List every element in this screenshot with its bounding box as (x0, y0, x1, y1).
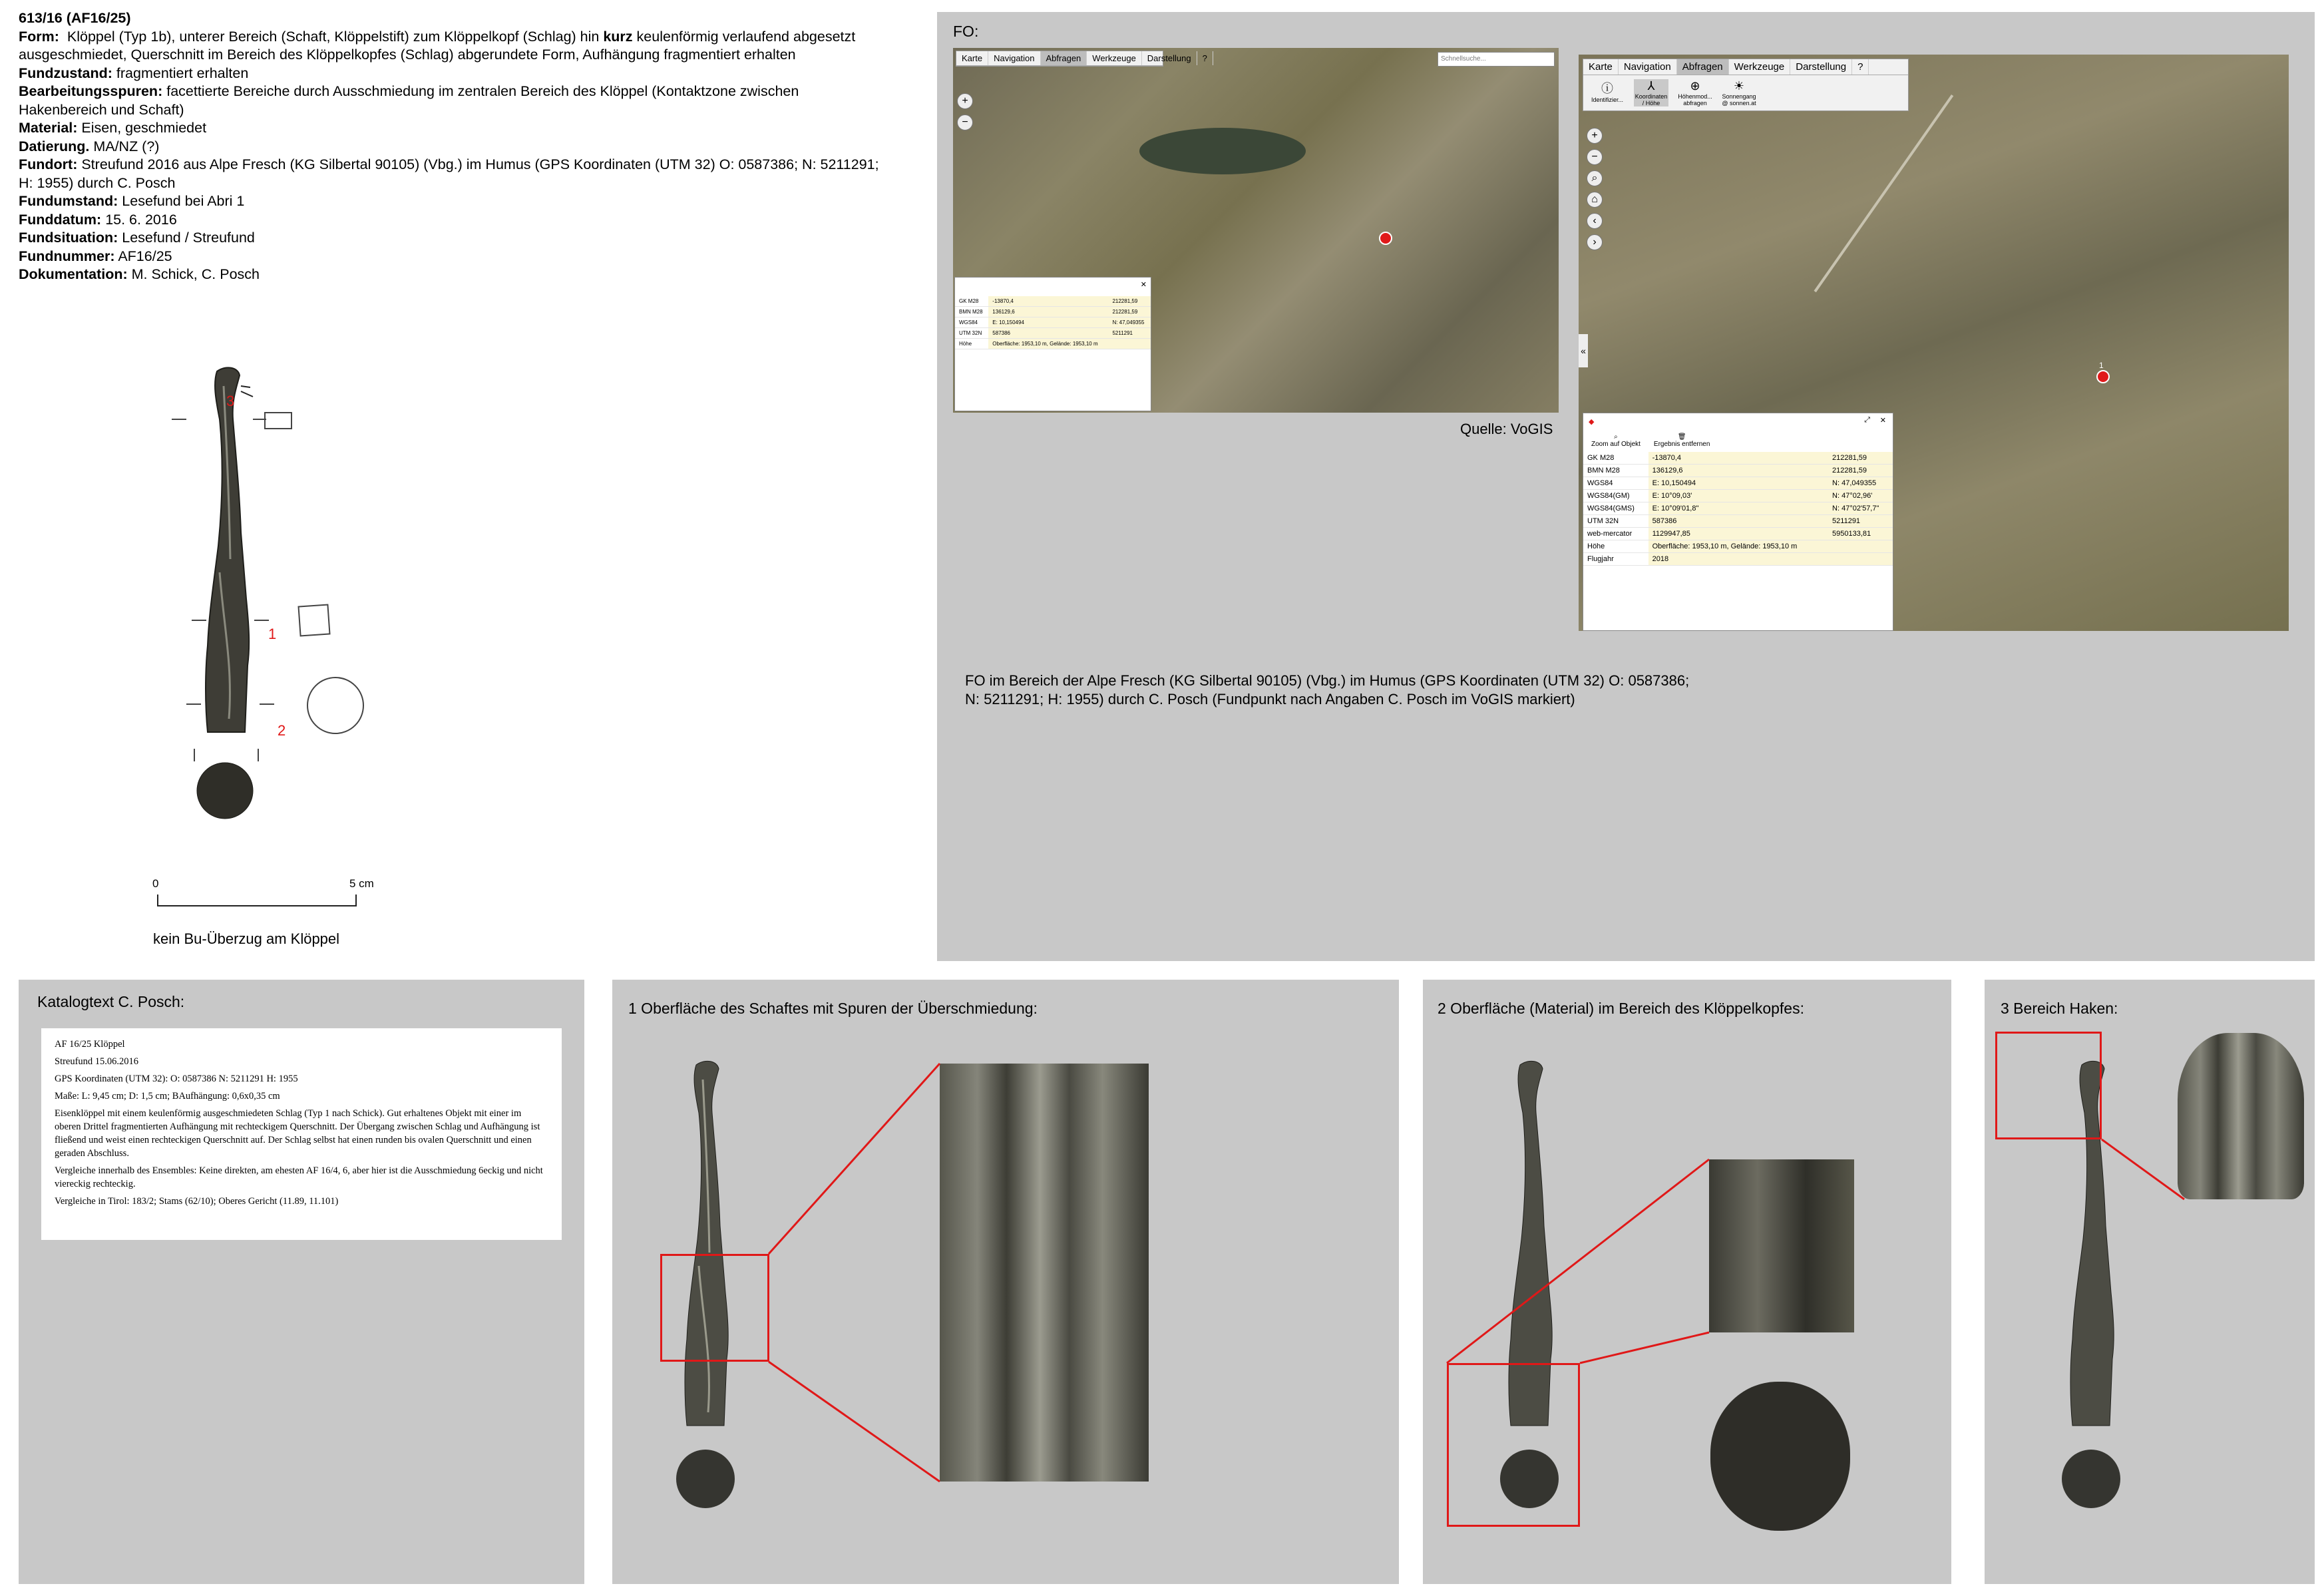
table-row: Flugjahr 2018 (1583, 553, 1893, 566)
tab-navigation-small[interactable]: Navigation (988, 51, 1040, 65)
zoom-out-icon[interactable]: − (1587, 149, 1603, 165)
section-rect-2 (299, 605, 330, 636)
fundumstand-row: Fundumstand: Lesefund bei Abri 1 (19, 193, 245, 209)
find-description (19, 9, 884, 284)
catalog-line-6: Vergleiche innerhalb des Ensembles: Keine direkten, am ehesten AF 16/4, 6, aber hier ist die Ausschmiedung 6eckig und nicht viereckig rechteckig. (55, 1165, 543, 1189)
fundnummer-row: Fundnummer: AF16/25 (19, 248, 172, 264)
zoom-out-icon[interactable]: − (957, 114, 973, 130)
detail-title-2: 2 Oberfläche (Material) im Bereich des Klöppelkopfes: (1438, 1000, 1804, 1017)
fo-caption-line-2: N: 5211291; H: 1955) durch C. Posch (Fundpunkt nach Angaben C. Posch im VoGIS markiert) (965, 691, 1575, 707)
fundzustand-row: Fundzustand: fragmentiert erhalten (19, 65, 249, 81)
detail-panel-2 (1423, 980, 1951, 1584)
connector-lines-1 (612, 980, 1399, 1584)
drawing-marker-3: 3 (226, 393, 235, 409)
section-circle (307, 678, 363, 733)
catalog-line-1: AF 16/25 Klöppel (55, 1039, 125, 1050)
map-path (1814, 95, 1954, 292)
catalog-line-5: Eisenklöppel mit einem keulenförmig ausgeschmiedeten Schlag (Typ 1 nach Schick). Gut erhaltenes Objekt mit einer im oberen Drittel fragmentierten Aufhängung mit rechteckigem Querschnitt. Der Übergang zwischen Schlag und Aufhängung ist fließend und weist einen rechteckigen Querschnitt auf. Der Schlag selbst hat einen runden bis ovalen Querschnitt und einen geraden Abschluss. (55, 1108, 540, 1159)
collapse-sidebar-icon[interactable]: « (1579, 334, 1588, 367)
catalog-title: Katalogtext C. Posch: (37, 993, 185, 1010)
lake (1139, 128, 1306, 174)
material-row: Material: Eisen, geschmiedet (19, 120, 207, 136)
zoom-box-icon[interactable]: ⌕ (1587, 170, 1603, 186)
map-detail-marker-label: 1 (2099, 361, 2104, 370)
coordinates-icon: ⅄ (1647, 79, 1655, 93)
catalog-card (41, 1028, 562, 1240)
coordinates-popup (1583, 413, 1893, 631)
tool-identify[interactable]: ⓘ Identifizier... (1590, 79, 1625, 106)
zoom-in-icon[interactable]: + (1587, 128, 1603, 144)
map-overview-tabs (956, 51, 1207, 66)
tab-abfragen[interactable]: Abfragen (1677, 59, 1729, 75)
coord-table (1583, 452, 1893, 566)
form-row: Form: Klöppel (Typ 1b), unterer Bereich (Schaft, Klöppelstift) zum Klöppelkopf (Schlag) hin kurz keulenförmig verlaufend abgesetzt ausgeschmiedet, Querschnitt im Bereich des Klöppelkopfes (Schlag) abgerundete Form, Aufhängung fragmentiert erhalten (19, 28, 856, 63)
map-overview-toolbar (956, 51, 1207, 67)
scale-end: 5 cm (349, 877, 374, 890)
coord-table-small: GK M28 -13870,4 212281,59 BMN M28 136129,6 212281,59 WGS84 E: 10,150494 N: 47,049355 UTM 32N 587386 5211291 Höhe Oberfläche: 1953,10 m, Gelände: 1953,10 m (955, 296, 1151, 349)
map-overview-marker (1379, 232, 1392, 245)
artifact-drawing (160, 359, 413, 839)
fo-title: FO: (953, 23, 979, 40)
map-detail-toolbar (1583, 59, 1909, 111)
zoom-to-object[interactable]: ⌕ Zoom auf Objekt (1591, 433, 1641, 448)
height-icon: ⊕ (1690, 79, 1700, 93)
back-icon[interactable]: ‹ (1587, 213, 1603, 229)
catalog-line-4: Maße: L: 9,45 cm; D: 1,5 cm; BAufhängung: 0,6x0,35 cm (55, 1091, 280, 1101)
tab-help-small[interactable]: ? (1197, 51, 1213, 65)
remove-result[interactable]: 🗑 Ergebnis entfernen (1653, 433, 1710, 448)
map-tools (1583, 75, 1908, 110)
map-source: Quelle: VoGIS (1460, 421, 1553, 437)
info-icon: ⓘ (1601, 82, 1613, 95)
tab-darstellung[interactable]: Darstellung (1790, 59, 1852, 75)
popup-tools (1583, 432, 1893, 452)
map-detail-marker (2096, 370, 2110, 383)
tab-karte[interactable]: Karte (1583, 59, 1619, 75)
clapper-shape (206, 367, 249, 732)
home-icon[interactable]: ⌂ (1587, 192, 1603, 208)
detail-title-1: 1 Oberfläche des Schaftes mit Spuren der Überschmiedung: (628, 1000, 1038, 1017)
drawing-caption: kein Bu-Überzug am Klöppel (153, 930, 340, 947)
connector-lines-2 (1423, 980, 1951, 1584)
magnifier-icon: ⌕ (1614, 433, 1618, 441)
tool-height[interactable]: ⊕ Höhenmod... abfragen (1678, 79, 1712, 106)
funddatum-row: Funddatum: 15. 6. 2016 (19, 211, 177, 228)
table-row: WGS84(GMS) E: 10°09'01,8" N: 47°02'57,7" (1583, 502, 1893, 515)
table-row: GK M28 -13870,4 212281,59 (1583, 452, 1893, 465)
detail-panel-3 (1985, 980, 2315, 1584)
forward-icon[interactable]: › (1587, 234, 1603, 250)
connector-lines-3 (1985, 980, 2315, 1584)
drawing-marker-1: 1 (268, 626, 277, 642)
table-row: UTM 32N 587386 5211291 (1583, 515, 1893, 528)
map-detail-zoom (1587, 128, 1603, 250)
tab-werkzeuge-small[interactable]: Werkzeuge (1087, 51, 1142, 65)
trash-icon: 🗑 (1677, 433, 1686, 441)
fundort-row: Fundort: Streufund 2016 aus Alpe Fresch (KG Silbertal 90105) (Vbg.) im Humus (GPS Koordinaten (UTM 32) O: 0587386; N: 5211291; H: 1955) durch C. Posch (19, 156, 879, 191)
scale-bar (157, 895, 357, 906)
expand-icon[interactable]: ⤢ (1864, 416, 1870, 424)
close-icon[interactable]: ✕ (1879, 417, 1886, 425)
bearbeitung-row: Bearbeitungsspuren: facettierte Bereiche durch Ausschmiedung im zentralen Bereich des Klöppel (Kontaktzone zwischen Hakenbereich und Schaft) (19, 83, 799, 118)
table-row: WGS84 E: 10,150494 N: 47,049355 (1583, 477, 1893, 490)
fo-caption-line-1: FO im Bereich der Alpe Fresch (KG Silbertal 90105) (Vbg.) im Humus (GPS Koordinaten (UTM 32) O: 0587386; (965, 672, 1690, 689)
tab-help[interactable]: ? (1852, 59, 1869, 75)
find-heading: 613/16 (AF16/25) (19, 10, 131, 26)
map-overview[interactable] (953, 48, 1559, 413)
map-detail[interactable] (1579, 55, 2289, 631)
catalog-line-7: Vergleiche in Tirol: 183/2; Stams (62/10); Oberes Gericht (11.89, 11.101) (55, 1196, 339, 1207)
zoom-in-icon[interactable]: + (957, 93, 973, 109)
map-overview-popup (954, 277, 1151, 411)
tab-abfragen-small[interactable]: Abfragen (1041, 51, 1087, 65)
table-row: Höhe Oberfläche: 1953,10 m, Gelände: 1953,10 m (1583, 540, 1893, 553)
map-overview-zoom (957, 93, 973, 130)
table-row: web-mercator 1129947,85 5950133,81 (1583, 528, 1893, 540)
scale-start: 0 (152, 877, 159, 890)
map-detail-tabs (1583, 59, 1908, 75)
clapper-head-section (197, 763, 253, 819)
catalog-line-3: GPS Koordinaten (UTM 32): O: 0587386 N: 5211291 H: 1955 (55, 1074, 298, 1084)
detail-panel-1 (612, 980, 1399, 1584)
fundsituation-row: Fundsituation: Lesefund / Streufund (19, 230, 255, 246)
drawing-marker-2: 2 (278, 722, 286, 739)
datierung-row: Datierung. MA/NZ (?) (19, 138, 160, 154)
dokumentation-row: Dokumentation: M. Schick, C. Posch (19, 266, 260, 282)
section-rect-1 (265, 413, 291, 429)
detail-title-3: 3 Bereich Haken: (2001, 1000, 2118, 1017)
tool-sun[interactable]: ☀ Sonnengang @ sonnen.at (1722, 79, 1756, 106)
tool-coordinates[interactable]: ⅄ Koordinaten / Höhe (1635, 79, 1668, 106)
catalog-line-2: Streufund 15.06.2016 (55, 1056, 139, 1067)
tab-darstellung-small[interactable]: Darstellung (1142, 51, 1197, 65)
table-row: WGS84(GM) E: 10°09,03' N: 47°02,96' (1583, 490, 1893, 502)
tab-karte-small[interactable]: Karte (956, 51, 988, 65)
tab-navigation[interactable]: Navigation (1619, 59, 1677, 75)
fo-panel (937, 12, 2315, 961)
close-icon[interactable]: ✕ (1140, 281, 1147, 289)
sun-icon: ☀ (1733, 79, 1745, 93)
table-row: BMN M28 136129,6 212281,59 (1583, 465, 1893, 477)
map-search-input[interactable]: Schnellsuche... (1438, 52, 1555, 67)
location-pin-icon: ◆ (1589, 418, 1595, 426)
tab-werkzeuge[interactable]: Werkzeuge (1729, 59, 1791, 75)
